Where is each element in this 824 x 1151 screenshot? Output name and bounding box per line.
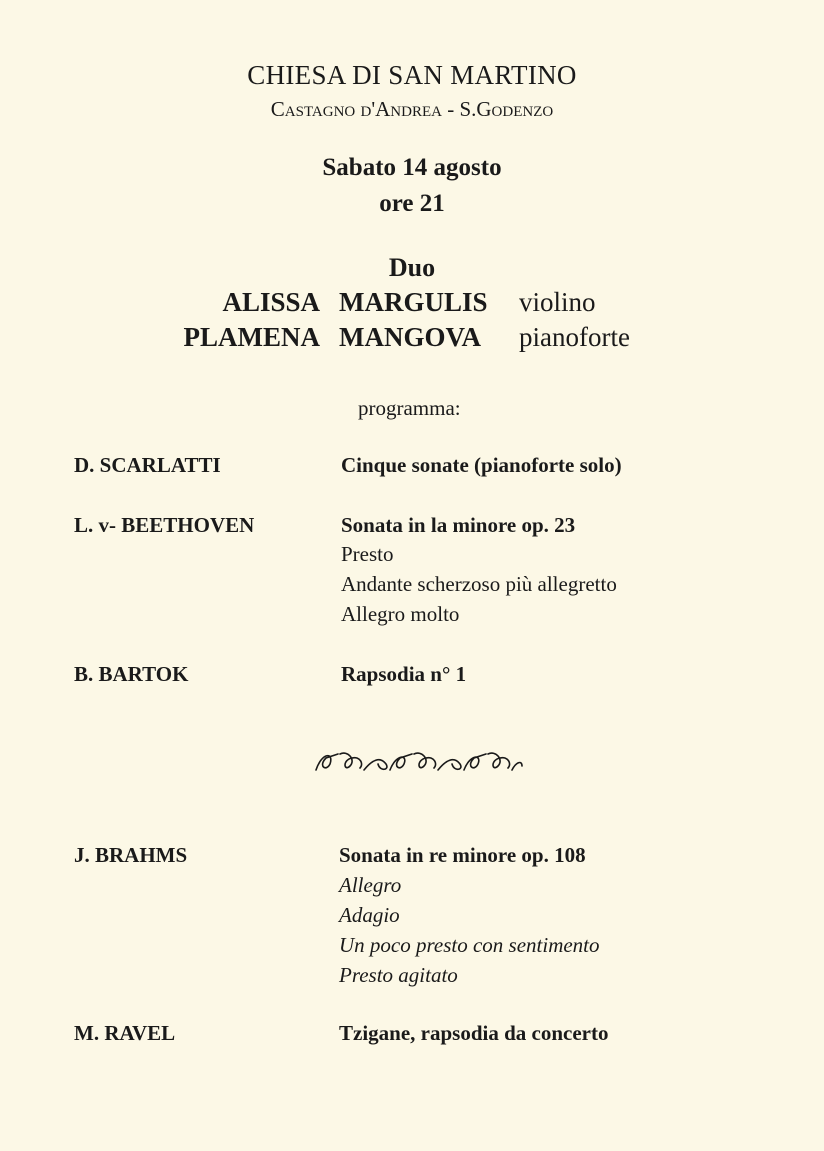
venue-title: CHIESA DI SAN MARTINO xyxy=(247,60,577,90)
work-title: Sonata in re minore op. 108 xyxy=(339,843,586,867)
work-title: Cinque sonate (pianoforte solo) xyxy=(341,453,622,477)
performer-first-name: PLAMENA xyxy=(183,322,320,352)
movement: Presto xyxy=(341,542,394,566)
program-heading: programma: xyxy=(358,396,461,420)
ensemble-name: Duo xyxy=(388,253,436,282)
performer-instrument: pianoforte xyxy=(519,322,630,352)
work-title: Tzigane, rapsodia da concerto xyxy=(339,1021,609,1045)
work-title: Rapsodia n° 1 xyxy=(341,662,467,686)
concert-date: Sabato 14 agosto xyxy=(322,154,502,181)
composer-name: L. v- BEETHOVEN xyxy=(74,513,255,537)
movement: Allegro molto xyxy=(341,602,460,626)
movement: Adagio xyxy=(339,903,400,927)
composer-name: D. SCARLATTI xyxy=(74,453,221,477)
performer-first-name: ALISSA xyxy=(222,287,320,317)
movement: Un poco presto con sentimento xyxy=(339,933,600,957)
performer-instrument: violino xyxy=(519,287,596,317)
composer-name: B. BARTOK xyxy=(74,662,189,686)
performer-row xyxy=(0,322,824,358)
composer-name: J. BRAHMS xyxy=(74,843,188,867)
ornament-divider-icon xyxy=(312,746,526,776)
performer-row xyxy=(0,287,824,323)
performer-last-name: MARGULIS xyxy=(339,287,488,317)
work-title: Sonata in la minore op. 23 xyxy=(341,513,576,537)
composer-name: M. RAVEL xyxy=(74,1021,176,1045)
performer-last-name: MANGOVA xyxy=(339,322,482,352)
movement: Andante scherzoso più allegretto xyxy=(341,572,617,596)
concert-time: ore 21 xyxy=(379,190,445,217)
movement: Presto agitato xyxy=(339,963,458,987)
movement: Allegro xyxy=(339,873,402,897)
venue-place: Castagno d'Andrea - S.Godenzo xyxy=(270,97,554,121)
